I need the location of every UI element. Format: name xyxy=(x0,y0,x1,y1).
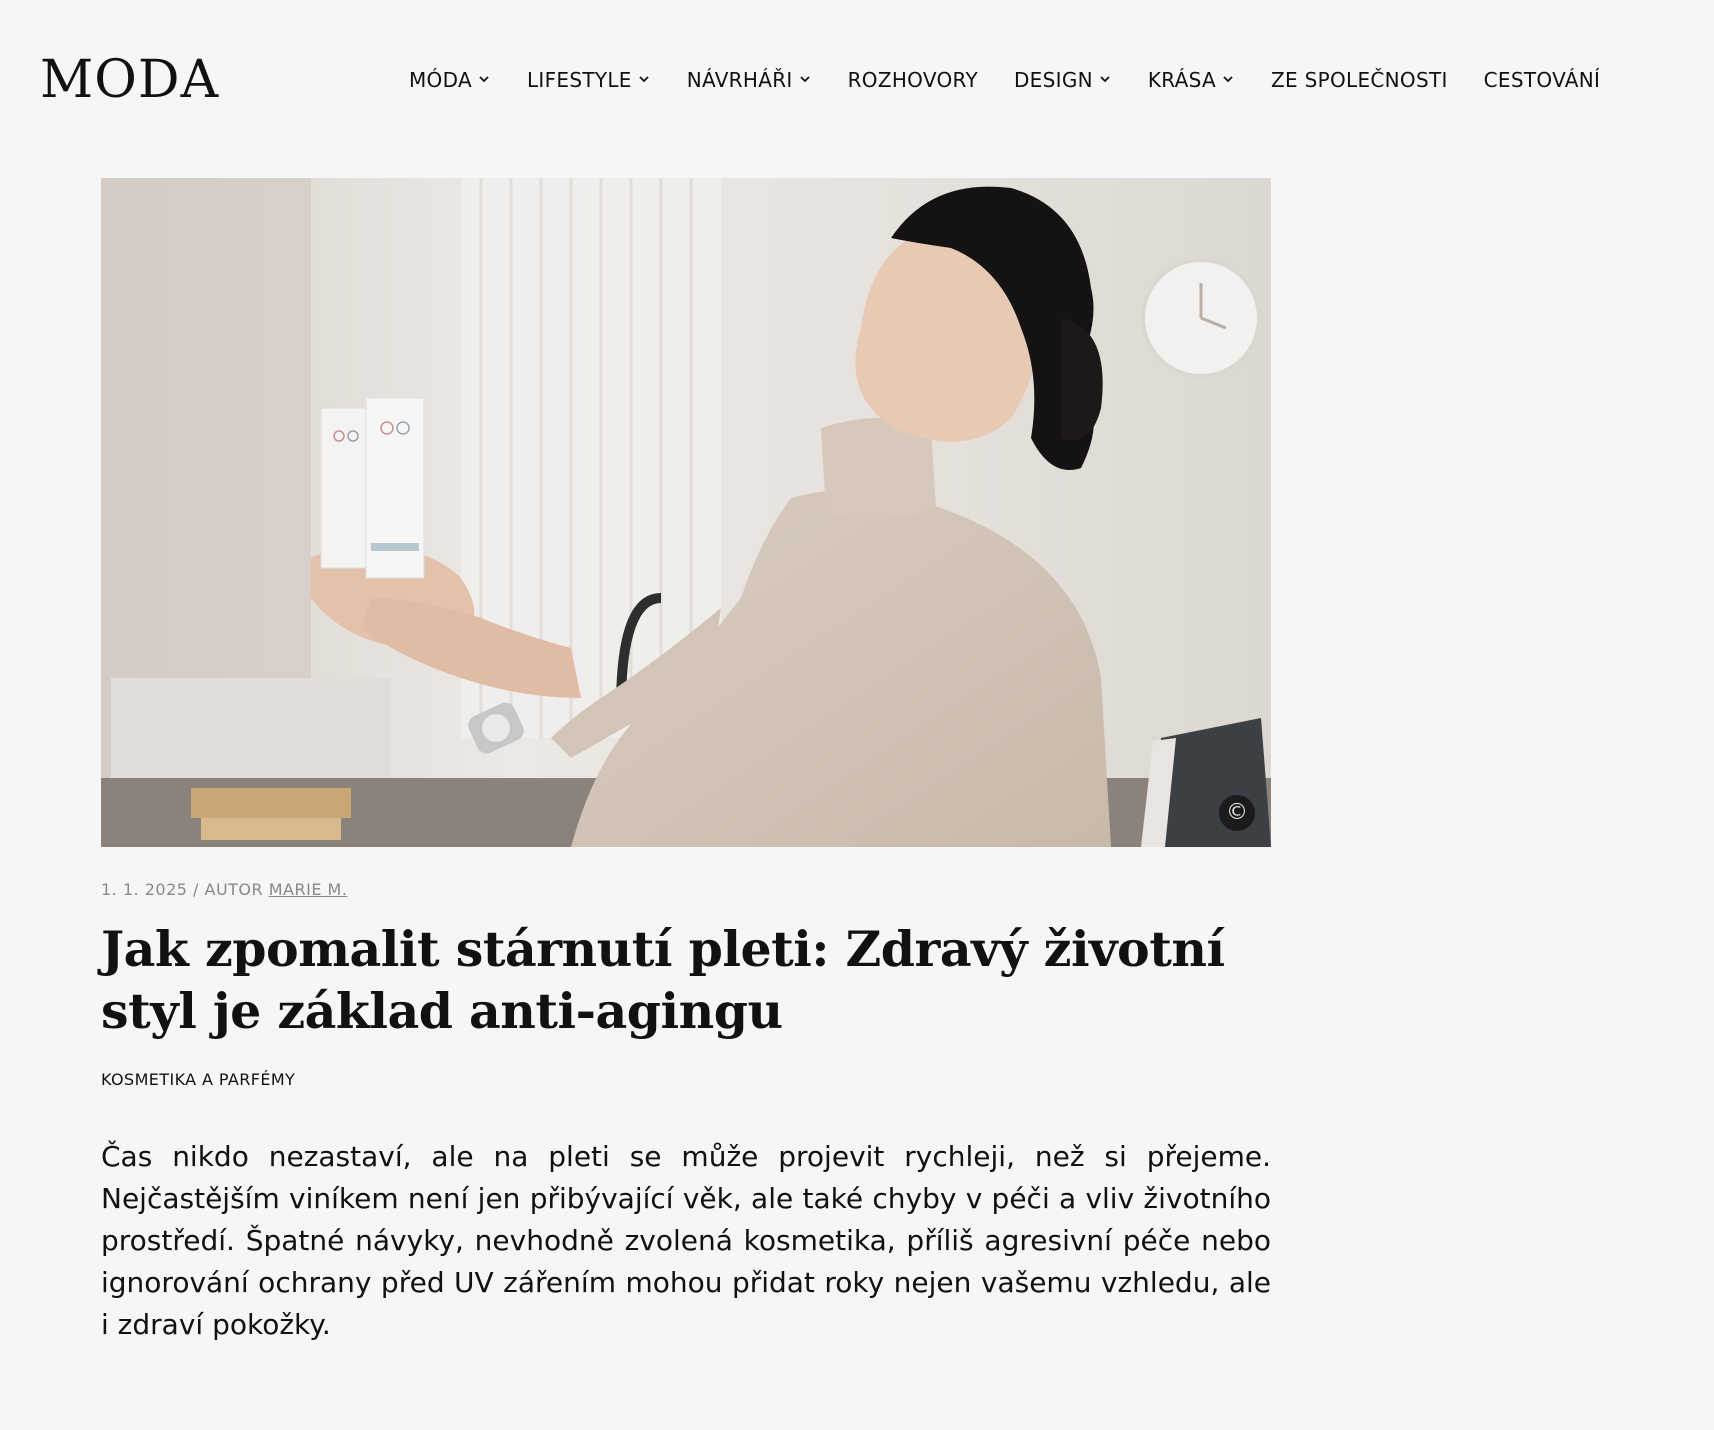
chevron-down-icon xyxy=(798,72,812,86)
chevron-down-icon xyxy=(1221,72,1235,86)
nav-item-design[interactable] xyxy=(1014,68,1112,92)
main-nav xyxy=(409,62,1600,98)
hero-photo xyxy=(101,178,1271,847)
nav-item-label: KRÁSA xyxy=(1147,68,1217,92)
nav-item-label: LIFESTYLE xyxy=(526,68,632,92)
author-prefix: / AUTOR xyxy=(193,880,264,899)
chevron-down-icon xyxy=(1098,72,1112,86)
site-logo[interactable]: MODA xyxy=(40,50,220,110)
nav-item-rozhovory[interactable] xyxy=(848,68,978,92)
article-date: 1. 1. 2025 xyxy=(101,880,188,899)
hero-image[interactable] xyxy=(101,178,1271,847)
author-link[interactable]: MARIE M. xyxy=(268,880,348,899)
article-lead: Čas nikdo nezastaví, ale na pleti se může projevit rychleji, než si přejeme. Nejčastějším viníkem není jen přibývající věk, ale také chyby v péči a vliv životního prostředí. Špatné návyky, nevhodně zvolená kosmetika, příliš agresivní péče nebo ignorování ochrany před UV zářením mohou přidat roky nejen vašemu vzhledu, ale i zdraví pokožky. xyxy=(101,1140,1271,1341)
nav-item-moda[interactable] xyxy=(409,68,491,92)
nav-item-label: CESTOVÁNÍ xyxy=(1483,68,1601,92)
article-category-link[interactable]: KOSMETIKA A PARFÉMY xyxy=(101,1070,296,1089)
nav-item-label: ROZHOVORY xyxy=(847,68,978,92)
nav-item-navrhari[interactable] xyxy=(687,68,812,92)
nav-item-label: MÓDA xyxy=(409,68,472,92)
nav-item-krasa[interactable] xyxy=(1148,68,1235,92)
nav-item-label: NÁVRHÁŘI xyxy=(686,68,793,92)
site-header xyxy=(0,0,1714,160)
nav-item-cestovani[interactable] xyxy=(1484,68,1601,92)
chevron-down-icon xyxy=(477,72,491,86)
copyright-icon[interactable]: © xyxy=(1219,795,1255,831)
nav-item-label: ZE SPOLEČNOSTI xyxy=(1271,68,1448,92)
nav-item-lifestyle[interactable] xyxy=(527,68,651,92)
nav-item-label: DESIGN xyxy=(1013,68,1093,92)
article-meta xyxy=(101,880,347,899)
article-title: Jak zpomalit stárnutí pleti: Zdravý životní styl je základ anti-agingu xyxy=(101,920,1225,1040)
nav-item-ze-spolecnosti[interactable] xyxy=(1271,68,1448,92)
chevron-down-icon xyxy=(637,72,651,86)
